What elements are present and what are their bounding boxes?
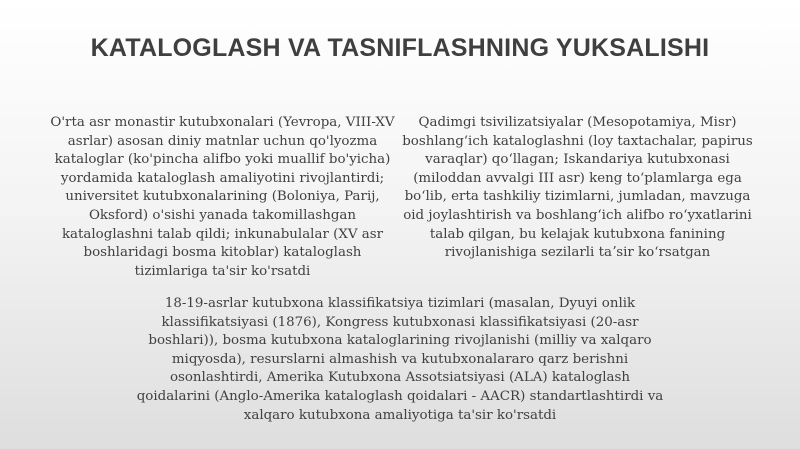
medieval-cataloging-paragraph: O'rta asr monastir kutubxonalari (Yevropa, VIII-XV asrlar) asosan diniy matnlar uchun qo'lyozma kataloglar (ko'pincha alifbo yoki muallif bo'yicha) yordamida kataloglash amaliyotini rivojlantirdi; universitet kutubxonalarining (Boloniya, Parij, Oksford) o'sishi yanada takomillashgan kataloglashni talab qildi; inkunabulalar (XV asr boshlaridagi bosma kitoblar) kataloglash tizimlariga ta'sir ko'rsatdi <box>50 115 395 279</box>
slide-title: KATALOGLASH VA TASNIFLASHNING YUKSALISHI <box>90 34 710 62</box>
ancient-cataloging-paragraph: Qadimgi tsivilizatsiyalar (Mesopotamiya, Misr) boshlangʻich kataloglashni (loy taxtachalar, papirus varaqlar) qoʻllagan; Iskandariya kutubxonasi (miloddan avvalgi III asr) keng toʻplamlarga ega boʻlib, erta tashkiliy tizimlarni, jumladan, mavzuga oid joylashtirish va boshlangʻich alifbo roʻyxatlarini talab qilgan, bu kelajak kutubxona fanining rivojlanishiga sezilarli taʼsir koʻrsatgan <box>402 115 753 261</box>
modern-classification-paragraph: 18-19-asrlar kutubxona klassifikatsiya tizimlari (masalan, Dyuyi onlik klassifikatsiyasi (1876), Kongress kutubxonasi klassifikatsiyasi (20-asr boshlari)), bosma kutubxona kataloglarining rivojlanishi (milliy va xalqaro miqyosda), resurslarni almashish va kutubxonalararo qarz berishni osonlashtirdi, Amerika Kutubxona Assotsiatsiyasi (ALA) kataloglash qoidalarini (Anglo-Amerika kataloglash qoidalari - AACR) standartlashtirdi va xalqaro kutubxona amaliyotiga ta'sir ko'rsatdi <box>136 296 664 423</box>
